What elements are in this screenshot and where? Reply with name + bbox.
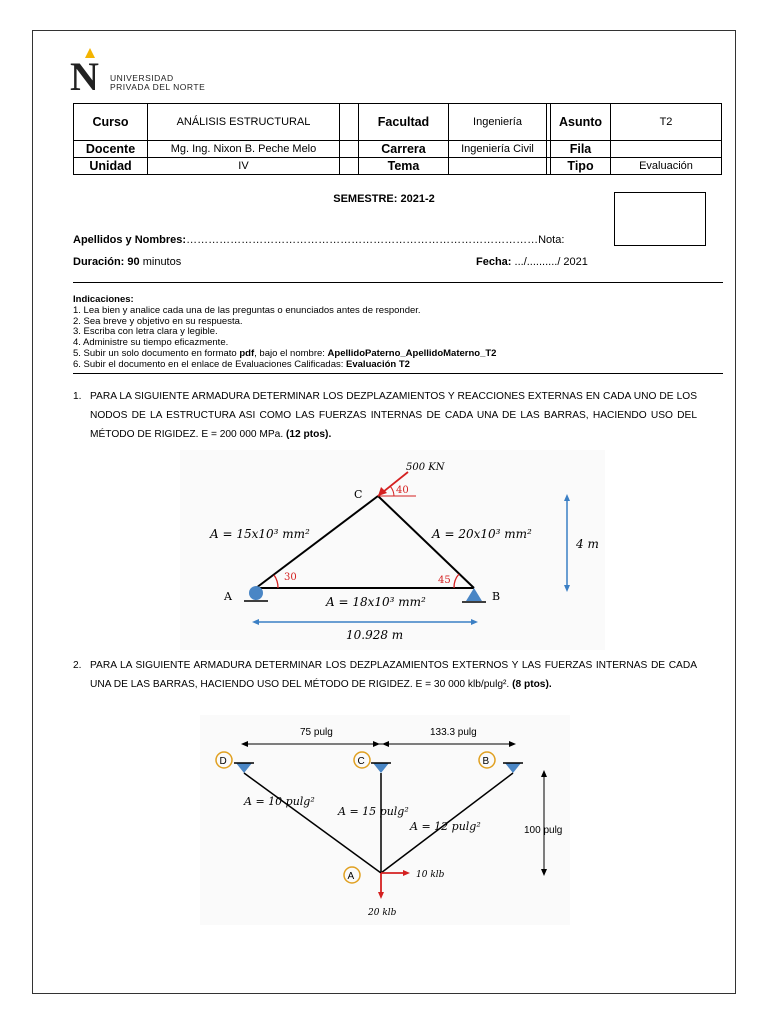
names-label: Apellidos y Nombres: xyxy=(73,234,187,246)
svg-text:C: C xyxy=(357,756,365,767)
carrera-value: Ingeniería Civil xyxy=(449,141,547,158)
spacer-cell xyxy=(340,158,359,175)
tipo-label: Tipo xyxy=(551,158,611,175)
truss-figure-2 xyxy=(200,715,570,925)
question-2-text: PARA LA SIGUIENTE ARMADURA DETERMINAR LOS DEZPLAZAMIENTOS EXTERNOS Y LAS FUERZAS INTERNAS DE CADA UNA DE LAS BARRAS, HACIENDO USO DEL MÉTODO DE RIGIDEZ. E = 30 000 klb/pulg². xyxy=(90,660,697,690)
svg-text:500 KN: 500 KN xyxy=(406,462,445,473)
unidad-value: IV xyxy=(148,158,340,175)
question-2-points: (8 ptos). xyxy=(512,679,552,690)
pin-support-icon xyxy=(466,588,482,601)
svg-text:A = 10 pulg²: A = 10 pulg² xyxy=(244,795,315,808)
svg-text:133.3 pulg: 133.3 pulg xyxy=(430,727,477,738)
svg-text:A = 20x10³ mm²: A = 20x10³ mm² xyxy=(432,527,532,541)
svg-text:A = 18x10³ mm²: A = 18x10³ mm² xyxy=(326,595,426,609)
unidad-label: Unidad xyxy=(74,158,148,175)
curso-label: Curso xyxy=(74,104,148,141)
svg-text:45: 45 xyxy=(438,575,451,586)
instruction-item: 6. Subir el documento en el enlace de Evaluaciones Calificadas: Evaluación T2 xyxy=(73,358,410,370)
support-b-icon xyxy=(505,763,521,773)
date-line xyxy=(476,256,588,268)
svg-text:A = 15x10³ mm²: A = 15x10³ mm² xyxy=(210,527,310,541)
curso-value: ANÁLISIS ESTRUCTURAL xyxy=(148,104,340,141)
question-1: 1. PARA LA SIGUIENTE ARMADURA DETERMINAR LOS DEZPLAZAMIENTOS Y REACCIONES EXTERNAS EN CADA UNO DE LOS NODOS DE LA ESTRUCTURA ASI COMO LAS FUERZAS INTERNAS DE CADA UNA DE LAS BARRAS, HACIENDO USO DEL MÉTODO DE RIGIDEZ. E = 200 000 MPa. (12 ptos). xyxy=(73,391,697,440)
university-name-line2: PRIVADA DEL NORTE xyxy=(110,82,206,92)
tipo-value: Evaluación xyxy=(611,158,722,175)
course-header-table xyxy=(73,103,722,175)
instructions xyxy=(73,295,496,371)
date-label: Fecha: xyxy=(476,256,512,268)
tema-label: Tema xyxy=(359,158,449,175)
question-1-text: PARA LA SIGUIENTE ARMADURA DETERMINAR LOS DEZPLAZAMIENTOS Y REACCIONES EXTERNAS EN CADA UNO DE LOS NODOS DE LA ESTRUCTURA ASI COMO LAS FUERZAS INTERNAS DE CADA UNA DE LAS BARRAS, HACIENDO USO DEL MÉTODO DE RIGIDEZ. E = 200 000 MPa. xyxy=(90,391,697,440)
divider xyxy=(73,373,723,374)
docente-label: Docente xyxy=(74,141,148,158)
duration-label: Duración: xyxy=(73,256,125,268)
svg-text:A: A xyxy=(224,590,232,603)
truss-figure-1 xyxy=(180,450,605,650)
member-cb xyxy=(378,496,474,588)
question-1-points: (12 ptos). xyxy=(286,429,332,440)
svg-text:N: N xyxy=(70,54,99,94)
divider xyxy=(73,282,723,283)
svg-text:40: 40 xyxy=(396,485,409,496)
names-dots: …………………………………………………………………………………… xyxy=(186,234,539,246)
instruction-item: 3. Escriba con letra clara y legible. xyxy=(73,326,218,338)
svg-text:D: D xyxy=(219,756,227,767)
university-logo xyxy=(68,46,238,96)
support-d-icon xyxy=(236,763,252,773)
support-c-icon xyxy=(373,763,389,773)
semester-title: SEMESTRE: 2021-2 xyxy=(333,193,435,205)
duration-line xyxy=(73,256,181,268)
university-name-line1: UNIVERSIDAD xyxy=(110,73,174,83)
roller-support-icon xyxy=(249,586,263,600)
member-ad xyxy=(244,773,381,873)
instruction-item: 5. Subir un solo documento en formato pdf, bajo el nombre: ApellidoPaterno_ApellidoMaterno_T2 xyxy=(73,347,497,359)
instructions-title: Indicaciones: xyxy=(73,294,134,305)
duration-value: 90 xyxy=(127,256,140,268)
instruction-item: 4. Administre su tiempo eficazmente. xyxy=(73,337,229,349)
member-ac xyxy=(256,496,378,588)
svg-text:B: B xyxy=(492,590,501,603)
svg-text:20 klb: 20 klb xyxy=(368,908,397,918)
student-name-line xyxy=(73,234,564,246)
instruction-item: 2. Sea breve y objetivo en su respuesta. xyxy=(73,315,243,327)
svg-text:10 klb: 10 klb xyxy=(416,870,445,880)
svg-text:30: 30 xyxy=(284,572,297,583)
asunto-value: T2 xyxy=(611,104,722,141)
grade-box xyxy=(614,192,706,246)
facultad-value: Ingeniería xyxy=(449,104,547,141)
svg-text:10.928 m: 10.928 m xyxy=(346,628,404,642)
fila-value xyxy=(611,141,722,158)
spacer-cell xyxy=(340,141,359,158)
docente-value: Mg. Ing. Nixon B. Peche Melo xyxy=(148,141,340,158)
svg-text:C: C xyxy=(354,488,363,501)
svg-text:75 pulg: 75 pulg xyxy=(300,727,333,738)
svg-text:4 m: 4 m xyxy=(576,537,599,551)
carrera-label: Carrera xyxy=(359,141,449,158)
nota-label: Nota: xyxy=(538,234,565,246)
asunto-label: Asunto xyxy=(551,104,611,141)
question-2: 2. PARA LA SIGUIENTE ARMADURA DETERMINAR LOS DEZPLAZAMIENTOS EXTERNOS Y LAS FUERZAS INTERNAS DE CADA UNA DE LAS BARRAS, HACIENDO USO DEL MÉTODO DE RIGIDEZ. E = 30 000 klb/pulg². (8 ptos). xyxy=(73,660,697,690)
spacer-cell xyxy=(340,104,359,141)
upn-logo-icon xyxy=(68,46,108,94)
svg-text:B: B xyxy=(482,756,490,767)
date-value: .../........../ 2021 xyxy=(514,256,588,268)
instruction-item: 1. Lea bien y analice cada una de las preguntas o enunciados antes de responder. xyxy=(73,304,421,316)
svg-text:A = 12 pulg²: A = 12 pulg² xyxy=(410,820,481,833)
svg-text:A = 15 pulg²: A = 15 pulg² xyxy=(338,805,409,818)
duration-unit: minutos xyxy=(142,256,182,268)
tema-value xyxy=(449,158,547,175)
fila-label: Fila xyxy=(551,141,611,158)
svg-text:100 pulg: 100 pulg xyxy=(524,825,563,836)
svg-text:A: A xyxy=(347,871,355,882)
facultad-label: Facultad xyxy=(359,104,449,141)
